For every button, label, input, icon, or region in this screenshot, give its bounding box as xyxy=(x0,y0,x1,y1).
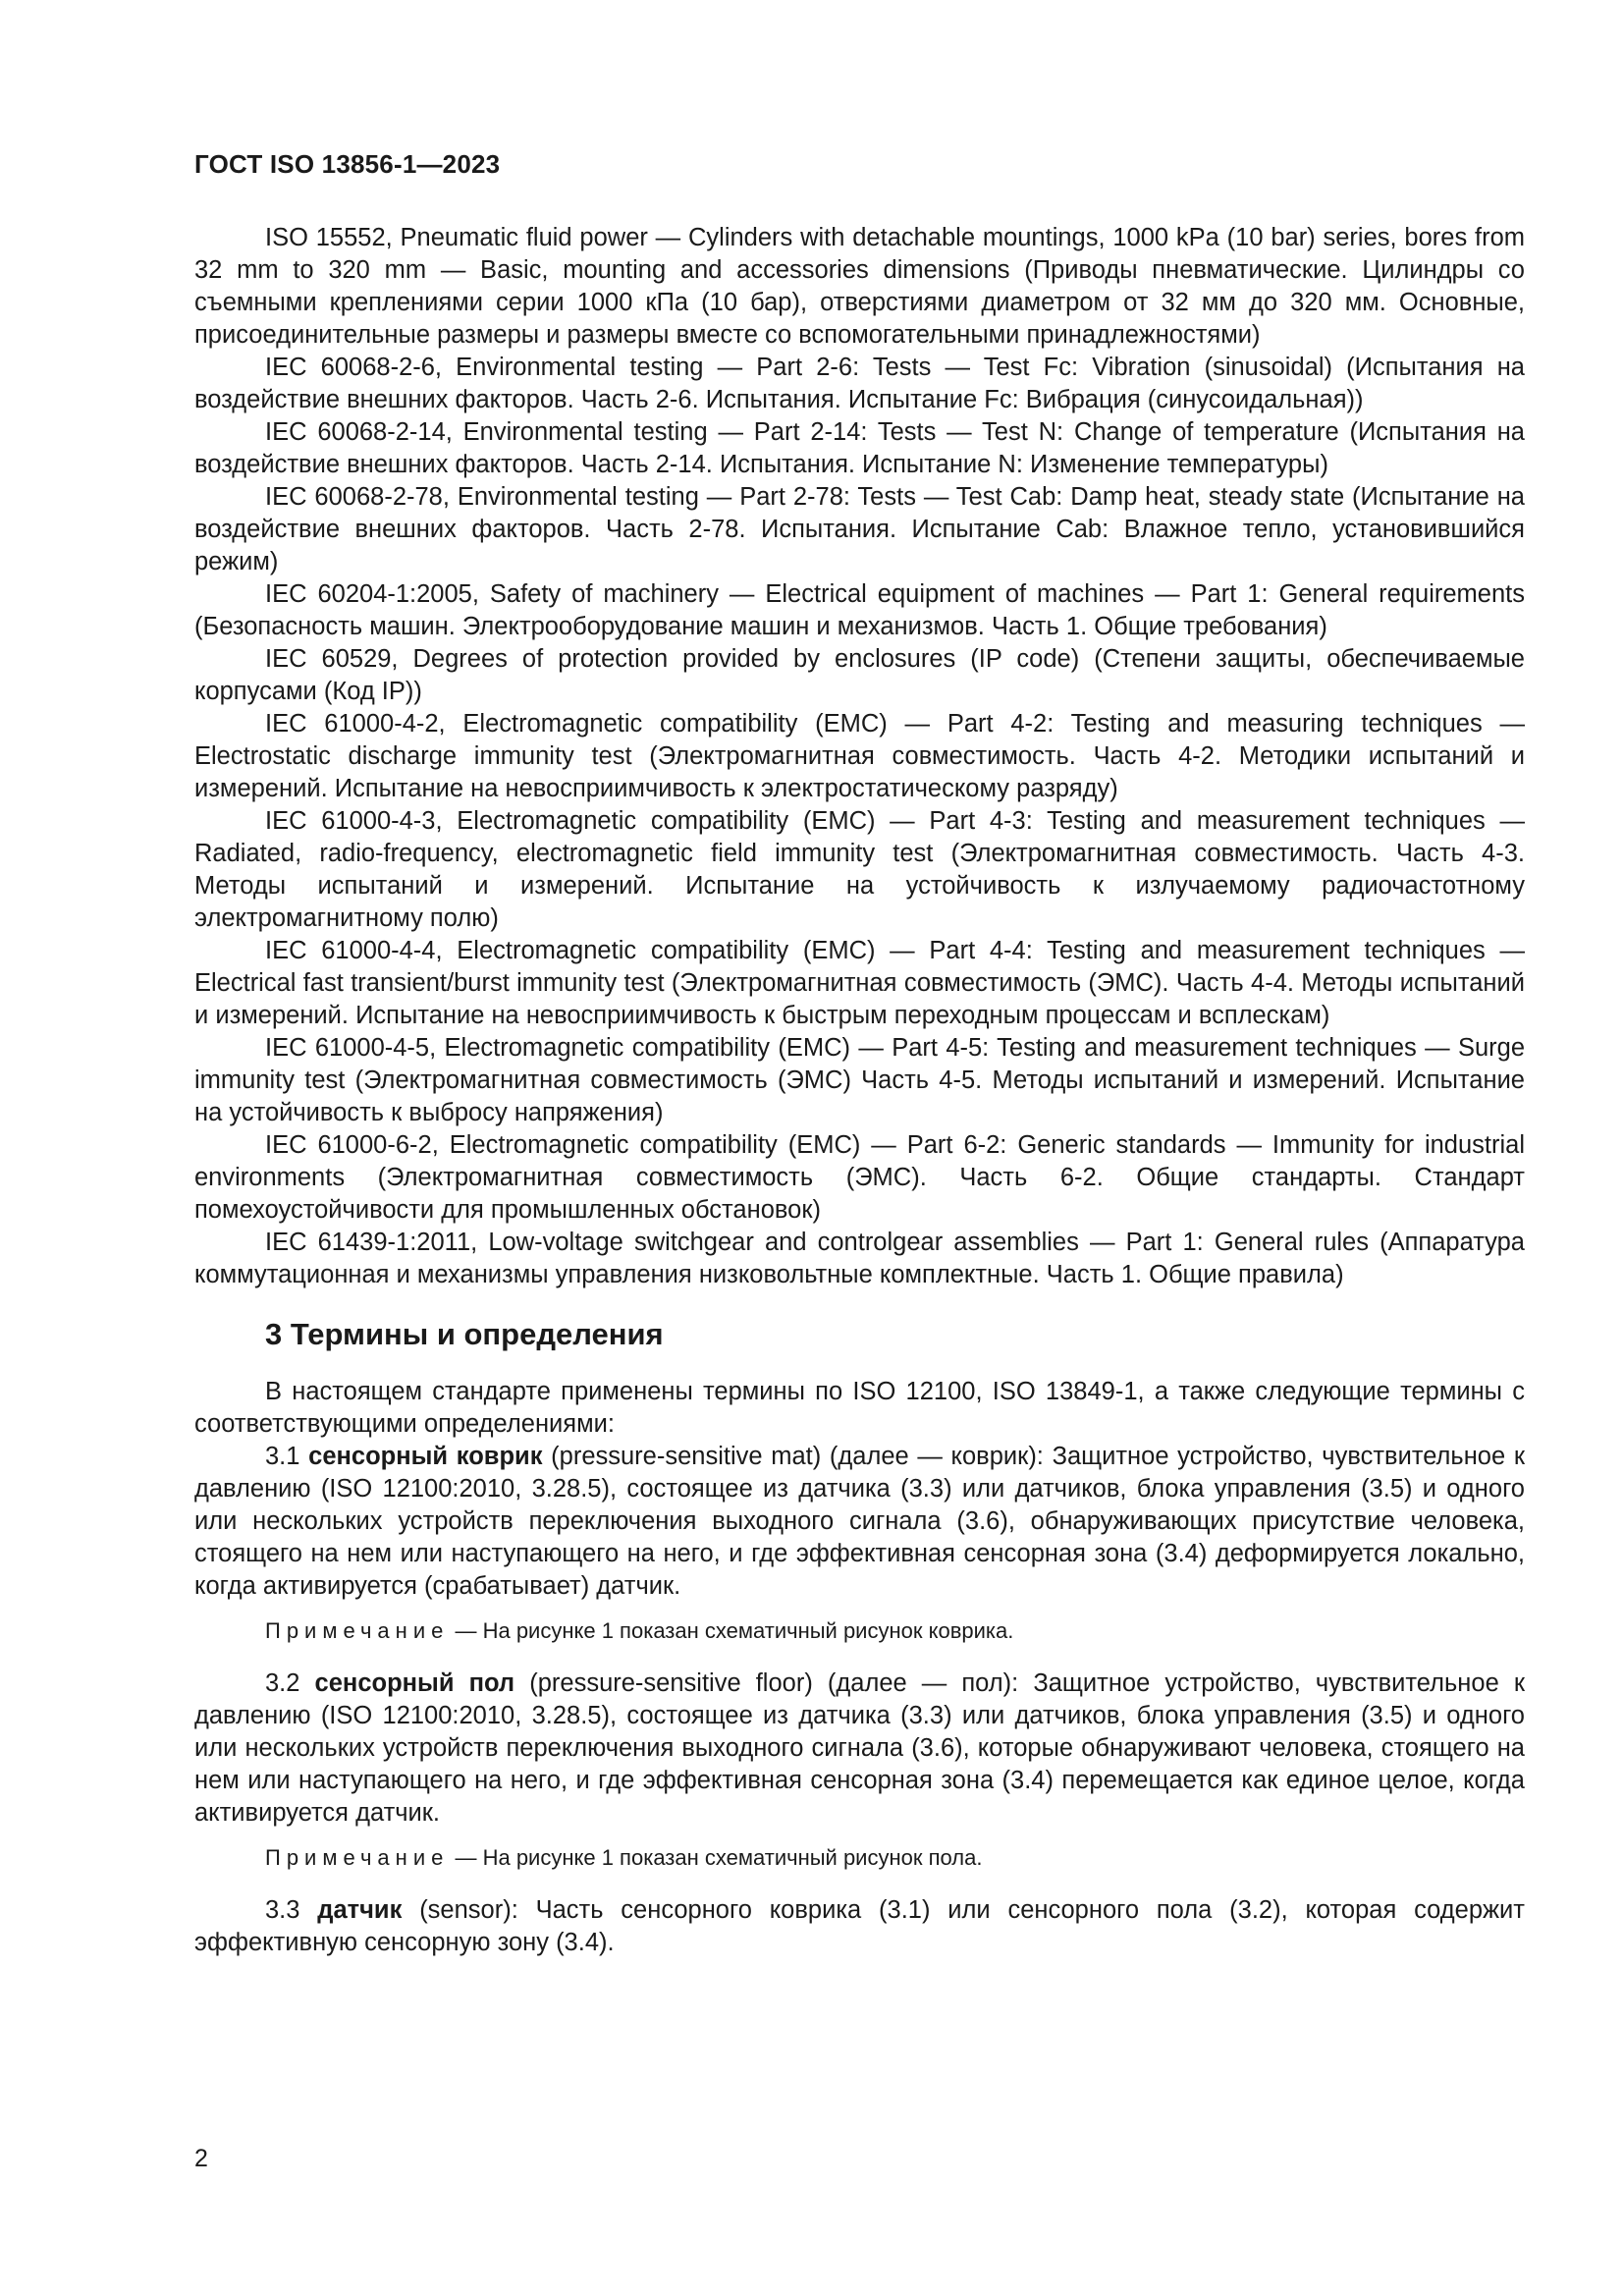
reference-item: IEC 61000-6-2, Electromagnetic compatibility (EMC) — Part 6-2: Generic standards — Immunity for industrial environments (Электромагнитная совместимость (ЭМС). Часть 6-2. Общие стандарты. Стандарт помехоустойчивости для промышленных обстановок) xyxy=(194,1131,1525,1224)
term-definition-3-1 xyxy=(194,1441,1525,1603)
reference-item: IEC 61000-4-2, Electromagnetic compatibility (EMC) — Part 4-2: Testing and measuring techniques — Electrostatic discharge immunity test (Электромагнитная совместимость. Часть 4-2. Методики испытаний и измерений. Испытание на невосприимчивость к электростатическому разряду) xyxy=(194,710,1525,802)
reference-item: IEC 60068-2-78, Environmental testing — Part 2-78: Tests — Test Cab: Damp heat, steady state (Испытание на воздействие внешних факторов. Часть 2-78. Испытания. Испытание Cab: Влажное тепло, установившийся режим) xyxy=(194,483,1525,575)
reference-item: IEC 61000-4-5, Electromagnetic compatibility (EMC) — Part 4-5: Testing and measurement techniques — Surge immunity test (Электромагнитная совместимость (ЭМС) Часть 4-5. Методы испытаний и измерений. Испытание на устойчивость к выбросу напряжения) xyxy=(194,1034,1525,1126)
document-body xyxy=(194,222,1525,1959)
reference-item: IEC 60068-2-14, Environmental testing — Part 2-14: Tests — Test N: Change of temperature (Испытания на воздействие внешних факторов. Часть 2-14. Испытания. Испытание N: Изменение температуры) xyxy=(194,418,1525,478)
term-number: 3.1 xyxy=(265,1443,300,1470)
reference-item: IEC 61000-4-3, Electromagnetic compatibility (EMC) — Part 4-3: Testing and measurement techniques — Radiated, radio-frequency, electromagnetic field immunity test (Электромагнитная совместимость. Часть 4-3. Методы испытаний и измерений. Испытание на устойчивость к излучаемому радиочастотному электромагнитному полю) xyxy=(194,807,1525,932)
term-name: сенсорный пол xyxy=(314,1669,515,1697)
term-name: датчик xyxy=(317,1896,403,1924)
reference-item: IEC 60204-1:2005, Safety of machinery — Electrical equipment of machines — Part 1: General requirements (Безопасность машин. Электрооборудование машин и механизмов. Часть 1. Общие требования) xyxy=(194,580,1525,640)
note-label: Примечание xyxy=(265,1618,450,1643)
section-heading: 3 Термины и определения xyxy=(265,1317,664,1351)
section-intro: В настоящем стандарте применены термины по ISO 12100, ISO 13849-1, а также следующие термины с соответствующими определениями: xyxy=(194,1378,1525,1438)
note-text: — На рисунке 1 показан схематичный рисунок пола. xyxy=(455,1845,983,1870)
term-number: 3.2 xyxy=(265,1669,300,1697)
reference-item: ISO 15552, Pneumatic fluid power — Cylinders with detachable mountings, 1000 kPa (10 bar) series, bores from 32 mm to 320 mm — Basic, mounting and accessories dimensions (Приводы пневматические. Цилиндры со съемными креплениями серии 1000 кПа (10 бар), отверстиями диаметром от 32 мм до 320 мм. Основные, присоединительные размеры и размеры вместе со вспомогательными принадлежностями) xyxy=(194,224,1525,349)
reference-item: IEC 60068-2-6, Environmental testing — Part 2-6: Tests — Test Fc: Vibration (sinusoidal) (Испытания на воздействие внешних факторов. Часть 2-6. Испытания. Испытание Fc: Вибрация (синусоидальная)) xyxy=(194,354,1525,413)
document-header: ГОСТ ISO 13856-1—2023 xyxy=(194,149,501,179)
term-name: сенсорный коврик xyxy=(308,1443,543,1470)
term-number: 3.3 xyxy=(265,1896,300,1924)
term-definition-3-3 xyxy=(194,1894,1525,1959)
reference-item: IEC 60529, Degrees of protection provided by enclosures (IP code) (Степени защиты, обеспечиваемые корпусами (Код IP)) xyxy=(194,645,1525,705)
term-text: (pressure-sensitive floor) (далее — пол): Защитное устройство, чувствительное к давлению (ISO 12100:2010, 3.28.5), состоящее из датчика (3.3) или датчиков, блока управления (3.5) и одного или нескольких устройств переключения выходного сигнала (3.6), которые обнаруживают человека, стоящего на нем или наступающего на него, и где эффективная сенсорная зона (3.4) перемещается как единое целое, когда активируется датчик. xyxy=(194,1669,1525,1827)
note-3-2 xyxy=(194,1843,1525,1873)
note-label: Примечание xyxy=(265,1845,450,1870)
term-text: (sensor): Часть сенсорного коврика (3.1) или сенсорного пола (3.2), которая содержит эффективную сенсорную зону (3.4). xyxy=(194,1896,1525,1956)
note-3-1 xyxy=(194,1616,1525,1646)
normative-references-list xyxy=(194,222,1525,1291)
term-definition-3-2 xyxy=(194,1667,1525,1830)
reference-item: IEC 61439-1:2011, Low-voltage switchgear and controlgear assemblies — Part 1: General rules (Аппаратура коммутационная и механизмы управления низковольтные комплектные. Часть 1. Общие правила) xyxy=(194,1229,1525,1288)
page-number: 2 xyxy=(194,2145,208,2172)
note-text: — На рисунке 1 показан схематичный рисунок коврика. xyxy=(455,1618,1014,1643)
reference-item: IEC 61000-4-4, Electromagnetic compatibility (EMC) — Part 4-4: Testing and measurement techniques — Electrical fast transient/burst immunity test (Электромагнитная совместимость (ЭМС). Часть 4-4. Методы испытаний и измерений. Испытание на невосприимчивость к быстрым переходным процессам и всплескам) xyxy=(194,937,1525,1029)
term-text: (pressure-sensitive mat) (далее — коврик): Защитное устройство, чувствительное к давлению (ISO 12100:2010, 3.28.5), состоящее из датчика (3.3) или датчиков, блока управления (3.5) и одного или нескольких устройств переключения выходного сигнала (3.6), обнаруживающих присутствие человека, стоящего на нем или наступающего на него, и где эффективная сенсорная зона (3.4) деформируется локально, когда активируется (срабатывает) датчик. xyxy=(194,1443,1525,1600)
